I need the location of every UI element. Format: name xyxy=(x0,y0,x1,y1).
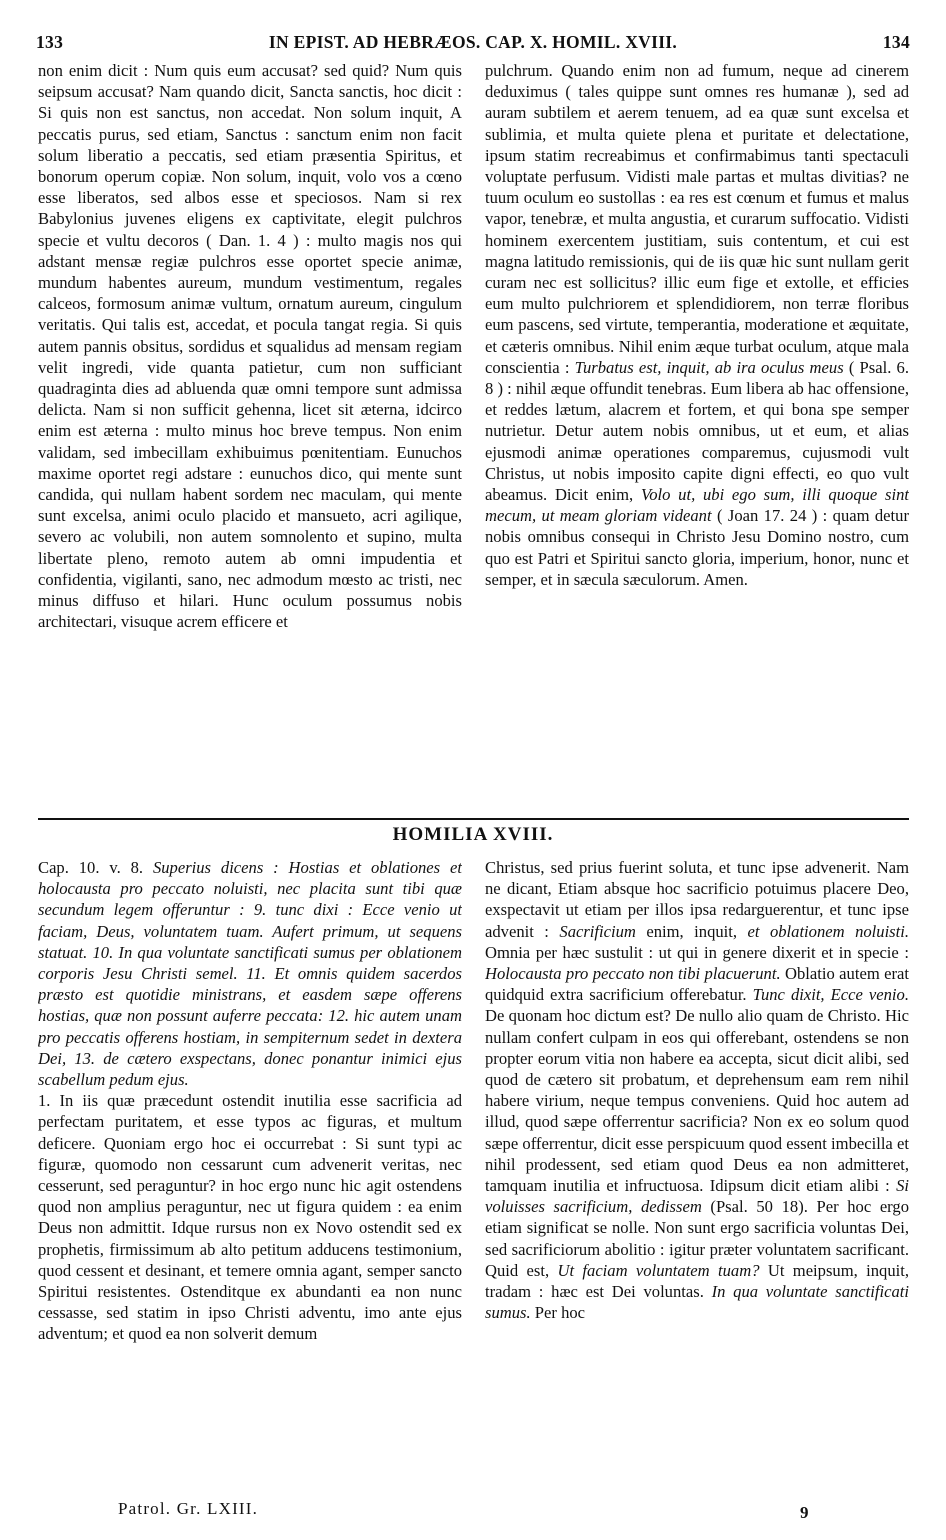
lower-right-quote-3: Holocausta pro peccato non tibi placuerunt. xyxy=(485,964,781,984)
lower-right-text-e: Per hoc ergo etiam significat se nolle. Non sunt ergo sacrificia voluntas Dei, sed sacrificiorum abolitio : igitur præter voluntatem sacrificant. Quid est, xyxy=(485,1197,909,1280)
running-title: IN EPIST. AD HEBRÆOS. CAP. X. HOMIL. XVIII. xyxy=(268,32,678,52)
chapter-verse-ref: Cap. 10. v. 8. xyxy=(38,858,153,877)
lower-right-paragraph xyxy=(485,857,909,1323)
footer-signature: Patrol. Gr. LXIII. xyxy=(118,1499,259,1518)
lower-right-quote-5: Si voluisses sacrificium, dedissem xyxy=(485,1176,909,1217)
upper-right-quote-2: Volo ut, ubi ego sum, illi quoque sint mecum, ut meam gloriam videant xyxy=(485,485,909,526)
lower-right-column xyxy=(485,857,909,1497)
lower-right-quote-2: et oblationem noluisti. xyxy=(747,921,909,941)
lower-right-quote-6: Ut faciam voluntatem tuam? xyxy=(557,1260,760,1280)
lower-left-paragraph: 1. In iis quæ præcedunt ostendit inutilia esse sacrificia ad perfectam puritatem, et esse typos ac figuras, et multum deficere. Quoniam ergo hoc ei occurrebat : Si sunt typi ac figuræ, quomodo non cessarunt cum advenerit veritas, nec cesserunt, sed peraguntur? in hoc ergo nunc hic agit ostendens quod non amplius peraguntur, nec ut figura quidem : ea enim Deus non admittit. Idque rursus non ex Novo ostendit sed ex prophetis, firmissimum ab alto petitum adducens testimonium, quod cessent et desinant, et temere omnia agant, semper sancto Spiritui resistentes. Ostenditque ex abundanti ea non nunc cessasse, sed statim in ipso Christi adventu, imo ante ejus adventum; et quod ea non solverit demum xyxy=(38,1091,462,1344)
upper-right-text-c: quam detur nobis omnibus consequi in Christo Jesu Domino nostro, cum quo est Patri et Spiritui sancto gloria, imperium, honor, nunc et semper, et in sæcula sæculorum. Amen. xyxy=(485,506,909,589)
running-header xyxy=(36,32,910,56)
upper-right-column xyxy=(485,60,909,800)
page-number-left: 133 xyxy=(36,32,64,52)
lower-right-text-g: Per hoc xyxy=(530,1303,586,1323)
upper-right-paragraph xyxy=(485,60,909,590)
section-divider xyxy=(38,818,909,820)
lower-right-text-b: Omnia per hæc sustulit : ut qui in genere dixerit et in specie : xyxy=(485,942,909,962)
homily-title: HOMILIA XVIII. xyxy=(392,824,554,845)
page-number-right: 134 xyxy=(882,32,910,52)
lower-right-text-d: De quonam hoc dictum est? De nullo alio quam de Christo. Hic nullam confert culpam in eos qui offerebant, ostendens se non propter eorum vitia non habere ea accepta, sicut dicit alibi, sed quod de cætero sit probatum, et deprehensum eam rem nihil habere virium, neque tempus conveniens. Quid hoc autem ad illud, quod sæpe offerrentur sacrificia? Non ex eo solum quod sæpe offerrentur, dicit esse perspicuum quod essent imbecilla et nihil prodessent, sed etiam quod Deus ea non admitteret, tamquam inutilia et infructuosa. Idipsum dicit etiam alibi : xyxy=(485,1006,909,1196)
upper-right-ref-2: ( Joan 17. 24 ) : xyxy=(711,506,833,526)
footer-sheet-number: 9 xyxy=(800,1503,809,1522)
lower-right-quote-1: Sacrificium xyxy=(559,921,636,941)
scripture-passage xyxy=(38,857,462,1090)
lower-right-quote-4: Tunc dixit, Ecce venio. xyxy=(752,985,909,1005)
upper-right-text-b: nihil æque offundit tenebras. Eum libera ab hac offensione, et reddes lætum, alacrem et fortem, et qui bona spe semper nutrietur. Detur autem nobis omnibus, ut et eum, et alias ejusmodi animæ operationes comparemus, cujusmodi vult Christus, ut nobis imposito capite digni effecti, eo quo vult abeamus. Dicit enim, xyxy=(485,379,909,505)
upper-right-ref-1: ( Psal. 6. 8 ) : xyxy=(485,357,909,399)
upper-right-text-a: pulchrum. Quando enim non ad fumum, neque ad cinerem deduximus ( tales quippe sunt omnes res humanæ ), sed ad auram subtilem et aerem tenuem, ad ea quæ sunt excelsa et sublimia, et multa quiete plena et puritate et delectatione, ipsum statim recreabimus et confirmabimus tanti spectaculi voluptate perfusum. Vidisti male partas et multas divitias? ne tuum oculum eo sustollas : ea res est cœnum et fumus et malus vapor, tenebræ, et multa angustia, et curarum suffocatio. Vidisti hominem exercentem justitiam, suis contentum, et cui est magna latitudo remissionis, qui de iis quæ hic sunt nullam gerit curam nec est sollicitus? illic eum fige et extolle, et efficies eum multo pulchriorem et splendidiorem, non terræ floribus eum pascens, sed virtute, temperantia, moderatione et æquitate, et cæteris omnibus. Nihil enim æque turbat oculum, atque mala conscientia : xyxy=(485,61,909,377)
lower-right-text-f: Ut meipsum, inquit, tradam : hæc est Dei voluntas. xyxy=(485,1260,909,1302)
upper-left-paragraph: non enim dicit : Num quis eum accusat? sed quid? Num quis seipsum accusat? Nam quando dicit, Sancta sanctis, hoc dicit : Si quis non est sanctus, non accedat. Non solum inquit, A peccatis purus, sed etiam, Sanctus : sanctum enim non facit solum liberatio a peccatis, sed etiam præsentia Spiritus, et bonorum operum copiæ. Non solum, inquit, volo vos a cœno esse liberatos, sed albos esse et speciosos. Nam si rex Babylonius juvenes eligens ex captivitate, elegit pulchros specie et vultu decoros ( Dan. 1. 4 ) : multo magis nos qui adstant mensæ regiæ pulchros esse oportet specie animæ, mundum habentes aureum, mundum vestimentum, regales calceos, formosum animæ vultum, ornatum aureum, cingulum veritatis. Qui talis est, accedat, et pocula tangat regia. Si quis autem pannis obsitus, sordidus et squalidus ad mensam regiam velit ingredi, vide quanta patietur, cum non sufficiant quadraginta dies ad abluenda quæ omni tempore sunt admissa delicta. Nam si non sufficit gehenna, licet sit æterna, idcirco enim est æterna : multo minus hoc breve tempus. Non enim validam, sed imbecillam exhibuimus pœnitentiam. Eunuchos maxime oportet regi adstare : eunuchos dico, qui mente sunt candida, qui nullam habent sordem nec maculam, qui mente sunt excelsa, animi oculo placido et mansueto, acri agilique, severo ac volubili, non autem somnolento et supino, multa libertate pleno, remoto autem ab omni impudentia et confidentia, vigilanti, sano, nec admodum mœsto ac tristi, nec minus diffuso et hilari. Hunc oculum possumus nobis architectari, visuque acrem efficere et xyxy=(38,61,462,632)
upper-left-column xyxy=(38,60,462,800)
scripture-text: Superius dicens : Hostias et oblationes et holocausta pro peccato noluisti, nec placita sunt tibi quæ secundum legem offeruntur : 9. tunc dixi : Ecce venio ut faciam, Deus, voluntatem tuam. Aufert primum, ut sequens statuat. 10. In qua voluntate sanctificati sumus per oblationem corporis Jesu Christi semel. 11. Et omnis quidem sacerdos præsto est quotidie ministrans, et easdem sæpe offerens hostias, quæ non possunt auferre peccata: 12. hic autem unam pro peccatis offerens hostiam, in sempiternum sedet in dextera Dei, 13. de cætero exspectans, donec ponantur inimici ejus scabellum pedum ejus. xyxy=(38,858,462,1090)
lower-left-column xyxy=(38,857,462,1487)
lower-right-text-a2: enim, inquit, xyxy=(635,921,748,941)
lower-right-quote-7: In qua voluntate sanctificati sumus. xyxy=(485,1282,909,1323)
lower-right-ref-5: (Psal. 50 18). xyxy=(701,1197,817,1217)
upper-right-quote-1: Turbatus est, inquit, ab ira oculus meus xyxy=(574,357,844,377)
lower-right-text-a: Christus, sed prius fuerint soluta, et tunc ipse advenerit. Nam ne dicant, Etiam absque hoc sacrificio potuimus placere Deo, exspectavit ut etiam per illos ipsa redarguerentur, et tunc ipse advenit : xyxy=(485,858,909,941)
lower-right-text-c: Oblatio autem erat quidquid extra sacrificium offerebatur. xyxy=(485,964,909,1005)
